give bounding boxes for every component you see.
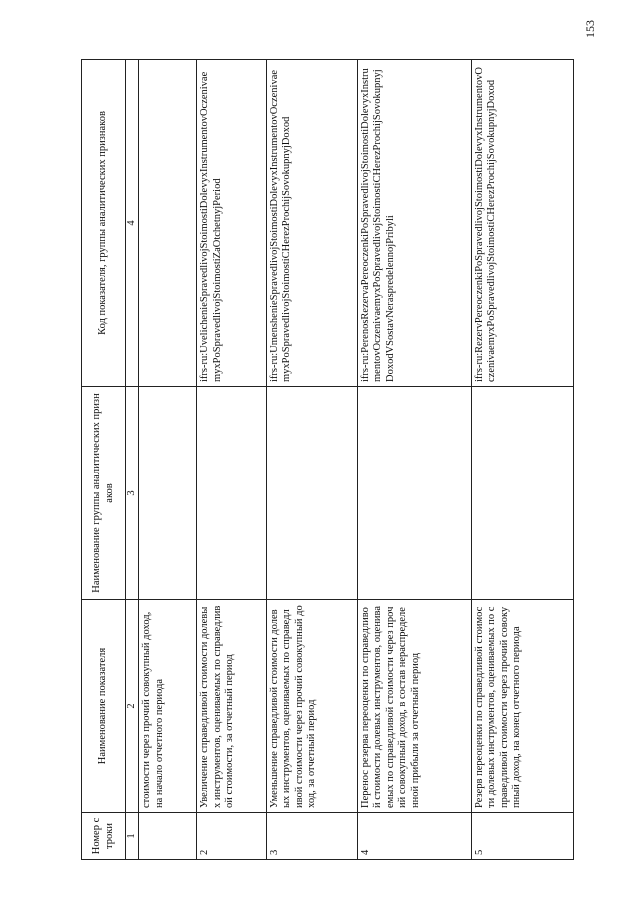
group-name — [471, 387, 573, 600]
table-row — [139, 60, 197, 860]
row-number: 3 — [266, 813, 357, 860]
header-group-name: Наименование группы аналитических признаков — [82, 387, 126, 600]
table-row — [266, 60, 357, 860]
table-header-row — [82, 60, 126, 860]
row-number: 5 — [471, 813, 573, 860]
indicator-code: ifrs-ru:RezervPereoczenkiPoSpravedlivojStoimostiDolevyxInstrumentovOczenivaemyxPoSpravedlivojStoimostiCHerezProchijSovokupnyjDoxod — [471, 60, 573, 387]
indicator-code: ifrs-ru:PerenosRezervaPereoczenkiPoSpravedlivojStoimostiDolevyxInstrumentovOczenivaemyxPoSpravedlivojStoimostiCHerezProchijSovokupnyjDoxodVSostavNeraspredelennojPribyli — [357, 60, 471, 387]
header-code: Код показателя, группы аналитических признаков — [82, 60, 126, 387]
indicator-table — [81, 59, 574, 860]
header-row-number: Номер строки — [82, 813, 126, 860]
indicator-name: Перенос резерва переоценки по справедливой стоимости долевых инструментов, оцениваемых по справедливой стоимости через прочий совокупный доход, в состав нераспределенной прибыли за отчетный период — [357, 600, 471, 813]
row-number: 4 — [357, 813, 471, 860]
header-indicator-name: Наименование показателя — [82, 600, 126, 813]
page-number: 153 — [583, 20, 597, 38]
indicator-name: Уменьшение справедливой стоимости долевых инструментов, оцениваемых по справедливой стоимости через прочий совокупный доход, за отчетный период — [266, 600, 357, 813]
column-number: 4 — [126, 60, 139, 387]
group-name — [357, 387, 471, 600]
group-name — [266, 387, 357, 600]
table-row — [197, 60, 267, 860]
indicator-name: Увеличение справедливой стоимости долевых инструментов, оцениваемых по справедливой стоимости, за отчетный период — [197, 600, 267, 813]
column-number: 3 — [126, 387, 139, 600]
row-number — [139, 813, 197, 860]
column-number: 1 — [126, 813, 139, 860]
indicator-name: Резерв переоценки по справедливой стоимости долевых инструментов, оцениваемых по справедливой стоимости через прочий совокупный доход, на конец отчетного периода — [471, 600, 573, 813]
table-row — [357, 60, 471, 860]
indicator-code: ifrs-ru:UvelichenieSpravedlivojStoimostiDolevyxInstrumentovOczenivaemyxPoSpravedlivojStoimostiZaOtchetnyjPeriod — [197, 60, 267, 387]
group-name — [139, 387, 197, 600]
row-number: 2 — [197, 813, 267, 860]
rotated-table-sheet — [81, 60, 574, 860]
indicator-code — [139, 60, 197, 387]
group-name — [197, 387, 267, 600]
indicator-name: стоимости через прочий совокупный доход, на начало отчетного периода — [139, 600, 197, 813]
table-row — [471, 60, 573, 860]
indicator-code: ifrs-ru:UmenshenieSpravedlivojStoimostiDolevyxInstrumentovOczenivaemyxPoSpravedlivojStoimostiCHerezProchijSovokupnyjDoxod — [266, 60, 357, 387]
column-number-row — [126, 60, 139, 860]
column-number: 2 — [126, 600, 139, 813]
